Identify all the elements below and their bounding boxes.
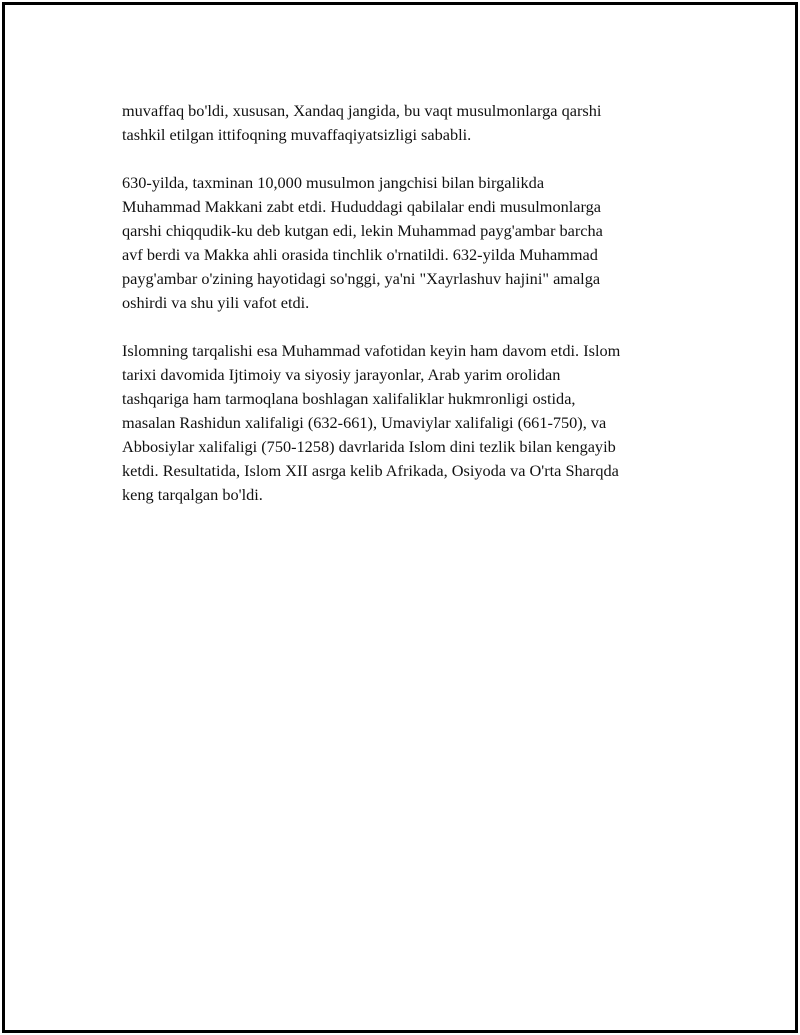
paragraph-3: Islomning tarqalishi esa Muhammad vafotidan keyin ham davom etdi. Islom tarixi davomida Ijtimoiy va siyosiy jarayonlar, Arab yarim orolidan tashqariga ham tarmoqlana boshlagan xalifaliklar hukmronligi ostida, masalan Rashidun xalifaligi (632-661), Umaviylar xalifaligi (661-750), va Abbosiylar xalifaligi (750-1258) davrlarida Islom dini tezlik bilan kengayib ketdi. Resultatida, Islom XII asrga kelib Afrikada, Osiyoda va O'rta Sharqda keng tarqalgan bo'ldi. [122,341,621,504]
document-body [122,99,692,531]
page-frame [2,2,798,1033]
paragraph-2: 630-yilda, taxminan 10,000 musulmon jangchisi bilan birgalikda Muhammad Makkani zabt etdi. Hududdagi qabilalar endi musulmonlarga qarshi chiqqudik-ku deb kutgan edi, lekin Muhammad payg'ambar barcha avf berdi va Makka ahli orasida tinchlik o'rnatildi. 632-yilda Muhammad payg'ambar o'zining hayotidagi so'nggi, ya'ni "Xayrlashuv hajini" amalga oshirdi va shu yili vafot etdi. [122,173,603,312]
paragraph-1: muvaffaq bo'ldi, xususan, Xandaq jangida, bu vaqt musulmonlarga qarshi tashkil etilgan ittifoqning muvaffaqiyatsizligi sababli. [122,101,602,144]
